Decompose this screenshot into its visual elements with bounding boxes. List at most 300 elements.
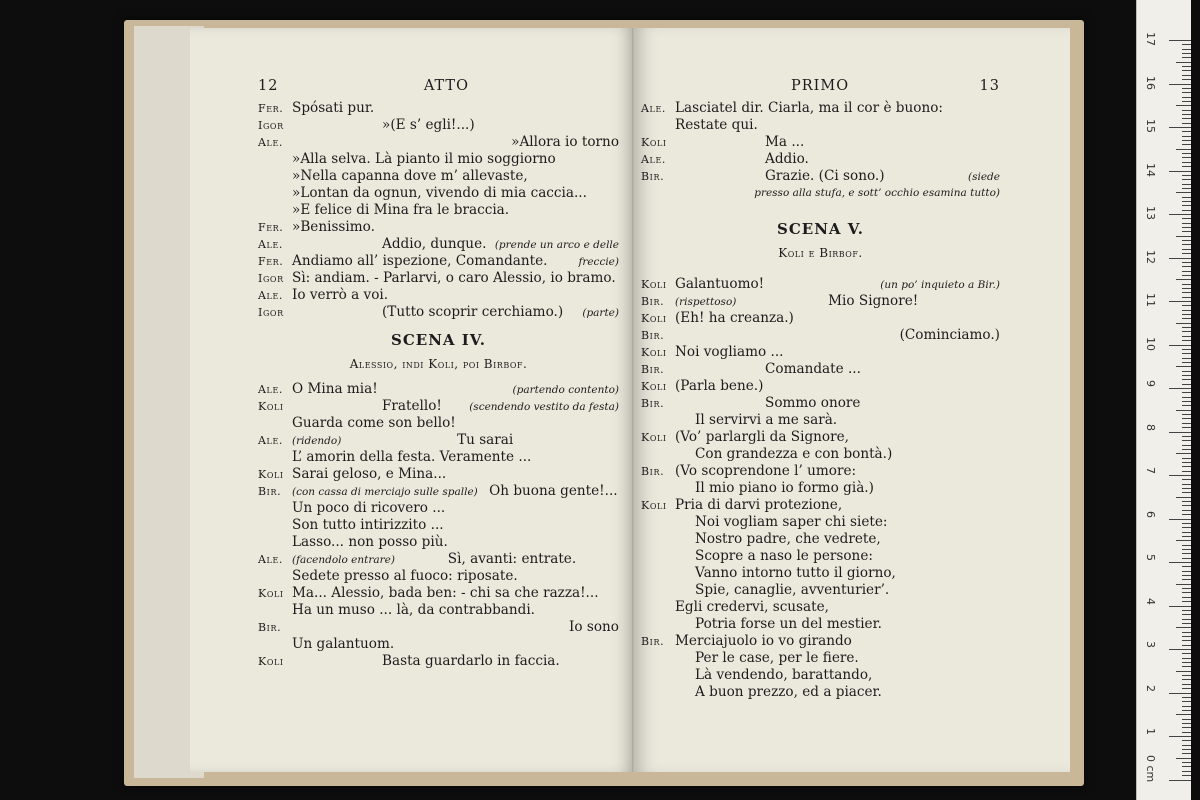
line-text: (Tutto scoprir cerchiamo.) (382, 304, 564, 320)
line-text: Noi vogliam saper chi siete: (695, 514, 888, 530)
speaker-label: Koli (258, 400, 284, 413)
ruler-tick (1169, 301, 1191, 302)
page-number: 13 (979, 78, 1000, 94)
speaker-label: Koli (258, 468, 284, 481)
speaker-label: Fer. (258, 102, 284, 115)
text-line (258, 304, 619, 321)
line-text: (Cominciamo.) (899, 327, 1000, 343)
speaker-label: Ale. (258, 383, 283, 396)
ruler-tick (1182, 297, 1191, 298)
line-text: Galantuomo! (675, 276, 765, 292)
ruler-tick (1182, 545, 1191, 546)
line-text: L’ amorin della festa. Veramente ... (292, 449, 532, 465)
ruler-tick (1169, 649, 1191, 650)
ruler-tick (1182, 688, 1191, 689)
ruler-number: 4 (1144, 597, 1157, 605)
ruler-tick (1182, 740, 1191, 741)
stage-direction: (facendolo entrare) (292, 554, 395, 566)
ruler-tick (1182, 188, 1191, 189)
text-line (258, 236, 619, 253)
ruler-number: 17 (1144, 32, 1157, 46)
line-text: Vanno intorno tutto il giorno, (695, 565, 896, 581)
speaker-label: Ale. (641, 153, 666, 166)
ruler-number: 5 (1144, 554, 1157, 561)
ruler-tick (1182, 418, 1191, 419)
ruler-tick (1182, 384, 1191, 385)
ruler-number: 16 (1144, 75, 1157, 90)
ruler-tick (1176, 410, 1191, 411)
speaker-label: Igor (258, 306, 284, 319)
ruler-tick (1169, 258, 1191, 259)
line-text: Egli credervi, scusate, (675, 599, 829, 615)
text-line (258, 100, 619, 117)
ruler-tick (1182, 601, 1191, 602)
text-line (258, 151, 619, 168)
stage-direction: (ridendo) (292, 435, 342, 447)
ruler-tick (1182, 436, 1191, 437)
text-line (258, 202, 619, 219)
text-line (258, 653, 619, 670)
text-line (258, 398, 619, 415)
text-line (641, 151, 1000, 168)
text-line (258, 270, 619, 287)
ruler-tick (1182, 479, 1191, 480)
text-line (641, 100, 1000, 117)
ruler-tick (1182, 331, 1191, 332)
text-line (258, 636, 619, 653)
ruler-tick (1182, 349, 1191, 350)
text-line (258, 500, 619, 517)
ruler-tick (1182, 706, 1191, 707)
ruler-tick (1182, 179, 1191, 180)
stage-direction: (rispettoso) (675, 296, 737, 308)
speaker-label: Fer. (258, 255, 284, 268)
ruler-tick (1182, 253, 1191, 254)
ruler-tick (1182, 445, 1191, 446)
ruler-tick (1182, 162, 1191, 163)
ruler-tick (1182, 231, 1191, 232)
ruler-tick (1169, 693, 1191, 694)
ruler-tick (1182, 288, 1191, 289)
text-line (641, 599, 1000, 616)
ruler-tick (1182, 749, 1191, 750)
ruler-tick (1182, 88, 1191, 89)
speaker-label: Ale. (641, 102, 666, 115)
line-text: Ma ... (765, 134, 805, 150)
ruler-tick (1176, 714, 1191, 715)
line-text: Son tutto intirizzito ... (292, 517, 444, 533)
text-line (641, 480, 1000, 497)
ruler-tick (1169, 40, 1191, 41)
line-text: »(E s’ egli!...) (382, 117, 475, 133)
ruler-tick (1182, 397, 1191, 398)
speaker-label: Bir. (641, 465, 665, 478)
text-line (641, 582, 1000, 599)
left-running-head (258, 78, 619, 98)
ruler-tick (1182, 614, 1191, 615)
ruler-tick (1182, 427, 1191, 428)
text-line (641, 446, 1000, 463)
ruler-tick (1182, 466, 1191, 467)
ruler-tick (1169, 606, 1191, 607)
line-text: Merciajuolo io vo girando (675, 633, 852, 649)
ruler-tick (1182, 218, 1191, 219)
ruler-tick (1182, 240, 1191, 241)
ruler-tick (1176, 323, 1191, 324)
ruler-tick (1182, 318, 1191, 319)
ruler-tick (1182, 471, 1191, 472)
line-text: »Nella capanna dove m’ allevaste, (292, 168, 528, 184)
text-line (641, 293, 1000, 310)
line-text: (Vo scoprendone l’ umore: (675, 463, 857, 479)
speaker-label: Koli (258, 655, 284, 668)
ruler-tick (1182, 353, 1191, 354)
ruler-tick (1182, 658, 1191, 659)
ruler-tick (1182, 210, 1191, 211)
line-text: Spie, canaglie, avventurier’. (695, 582, 890, 598)
line-text: Un poco di ricovero ... (292, 500, 446, 516)
ruler-tick (1182, 266, 1191, 267)
ruler-tick (1182, 527, 1191, 528)
ruler-number: 3 (1144, 641, 1157, 648)
ruler-tick (1182, 679, 1191, 680)
ruler-tick (1182, 510, 1191, 511)
line-text: Addio, dunque. (382, 236, 487, 252)
ruler-tick (1182, 514, 1191, 515)
ruler-number: 9 (1144, 380, 1157, 387)
line-text: »E felice di Mina fra le braccia. (292, 202, 510, 218)
ruler-number: 10 (1144, 336, 1157, 351)
ruler-tick (1176, 149, 1191, 150)
ruler-tick (1182, 723, 1191, 724)
ruler-number: 7 (1144, 467, 1157, 474)
ruler-tick (1182, 205, 1191, 206)
ruler-tick (1182, 166, 1191, 167)
ruler-tick (1182, 118, 1191, 119)
ruler-tick (1169, 519, 1191, 520)
ruler-tick (1182, 392, 1191, 393)
ruler-tick (1169, 214, 1191, 215)
ruler-tick (1182, 449, 1191, 450)
ruler-tick (1182, 697, 1191, 698)
line-text: »Benissimo. (292, 219, 375, 235)
text-line (258, 185, 619, 202)
ruler-tick (1182, 275, 1191, 276)
ruler-tick (1182, 579, 1191, 580)
ruler-tick (1182, 414, 1191, 415)
ruler-tick (1182, 653, 1191, 654)
right-running-head (641, 78, 1000, 98)
speaker-label: Ale. (258, 136, 283, 149)
speaker-label: Koli (641, 380, 667, 393)
text-line (641, 633, 1000, 650)
text-line (258, 602, 619, 619)
line-text: Io sono (569, 619, 619, 635)
text-line (641, 361, 1000, 378)
line-text: (Parla bene.) (675, 378, 764, 394)
ruler-tick (1182, 157, 1191, 158)
ruler-tick (1182, 501, 1191, 502)
ruler-tick (1182, 184, 1191, 185)
ruler-tick (1182, 101, 1191, 102)
line-text: »Lontan da ognun, vivendo di mia caccia... (292, 185, 587, 201)
ruler-tick (1182, 488, 1191, 489)
ruler-tick (1169, 780, 1191, 781)
speaker-label: Koli (641, 431, 667, 444)
line-text: Spósati pur. (292, 100, 375, 116)
ruler-tick (1182, 523, 1191, 524)
ruler-tick (1182, 305, 1191, 306)
ruler-tick (1182, 53, 1191, 54)
ruler-tick (1176, 671, 1191, 672)
ruler-tick (1176, 279, 1191, 280)
text-line (641, 276, 1000, 293)
ruler-tick (1182, 201, 1191, 202)
scene-title: SCENA V. (776, 220, 864, 238)
ruler-tick (1182, 405, 1191, 406)
ruler-tick (1182, 136, 1191, 137)
text-line (641, 565, 1000, 582)
line-text: Sarai geloso, e Mina... (292, 466, 447, 482)
ruler-tick (1182, 640, 1191, 641)
text-line (258, 117, 619, 134)
stage-direction: freccie) (578, 256, 619, 268)
ruler-tick (1182, 340, 1191, 341)
text-line (258, 168, 619, 185)
left-page (190, 28, 635, 772)
text-line (641, 185, 1000, 202)
ruler-tick (1182, 575, 1191, 576)
text-line (258, 432, 619, 449)
ruler-tick (1182, 114, 1191, 115)
ruler-tick (1169, 127, 1191, 128)
line-text: Basta guardarlo in faccia. (382, 653, 560, 669)
ruler-tick (1176, 62, 1191, 63)
line-text: Sì, avanti: entrate. (447, 551, 577, 567)
ruler-tick (1182, 358, 1191, 359)
text-line (641, 531, 1000, 548)
ruler-tick (1169, 84, 1191, 85)
ruler-tick (1169, 562, 1191, 563)
ruler-tick (1182, 619, 1191, 620)
ruler-tick (1182, 610, 1191, 611)
stage-direction: (parte) (582, 307, 619, 319)
speaker-label: Bir. (641, 397, 665, 410)
line-text: A buon prezzo, ed a piacer. (695, 684, 882, 700)
ruler-tick (1182, 144, 1191, 145)
line-text: Il mio piano io formo già.) (695, 480, 874, 496)
left-lines-bottom (258, 381, 619, 670)
line-text: Potria forse un del mestier. (695, 616, 882, 632)
ruler-tick (1176, 627, 1191, 628)
text-line (641, 117, 1000, 134)
speaker-label: Igor (258, 272, 284, 285)
ruler-tick (1182, 662, 1191, 663)
text-line (258, 466, 619, 483)
line-text: Il servirvi a me sarà. (695, 412, 838, 428)
ruler-tick (1182, 110, 1191, 111)
text-line (641, 134, 1000, 151)
ruler-tick (1182, 710, 1191, 711)
ruler-tick (1182, 175, 1191, 176)
ruler-number: 6 (1144, 510, 1157, 518)
ruler-tick (1182, 310, 1191, 311)
speaker-label: Bir. (258, 485, 282, 498)
speaker-label: Fer. (258, 221, 284, 234)
ruler-number: 8 (1144, 423, 1157, 431)
speaker-label: Bir. (641, 363, 665, 376)
ruler-tick (1182, 732, 1191, 733)
ruler-tick (1182, 197, 1191, 198)
speaker-label: Koli (641, 499, 667, 512)
text-line (258, 619, 619, 636)
speaker-label: Koli (258, 587, 284, 600)
line-text: Nostro padre, che vedrete, (695, 531, 881, 547)
line-text: Scopre a naso le persone: (695, 548, 873, 564)
ruler-tick (1182, 49, 1191, 50)
ruler-tick (1182, 314, 1191, 315)
page-number: 12 (258, 78, 279, 94)
speaker-label: Ale. (258, 238, 283, 251)
ruler-tick (1182, 775, 1191, 776)
speaker-label: Ale. (258, 553, 283, 566)
measuring-ruler (1136, 0, 1191, 800)
line-text: »Alla selva. Là pianto il mio soggiorno (292, 151, 556, 167)
ruler-tick (1169, 388, 1191, 389)
ruler-tick (1182, 592, 1191, 593)
line-text: »Allora io torno (511, 134, 619, 150)
line-text: (Vo’ parlargli da Signore, (675, 429, 849, 445)
ruler-tick (1182, 423, 1191, 424)
running-head-title: ATTO (423, 78, 469, 94)
line-text: Un galantuom. (292, 636, 395, 652)
ruler-number: 11 (1144, 293, 1157, 307)
right-lines-top (641, 100, 1000, 202)
ruler-tick (1182, 57, 1191, 58)
line-text: Io verrò a voi. (292, 287, 389, 303)
stage-direction: (scendendo vestito da festa) (469, 401, 619, 413)
text-line (258, 449, 619, 466)
line-text: Tu sarai (457, 432, 514, 448)
text-line (641, 395, 1000, 412)
text-line (258, 415, 619, 432)
ruler-tick (1182, 327, 1191, 328)
ruler-tick (1169, 736, 1191, 737)
ruler-tick (1182, 553, 1191, 554)
text-line (641, 327, 1000, 344)
scene-title: SCENA IV. (390, 331, 487, 349)
ruler-tick (1182, 79, 1191, 80)
text-line (641, 667, 1000, 684)
line-text: Là vendendo, barattando, (695, 667, 873, 683)
text-line (641, 616, 1000, 633)
ruler-number: 1 (1144, 728, 1157, 735)
text-line (641, 168, 1000, 185)
ruler-tick (1182, 701, 1191, 702)
text-line (258, 287, 619, 304)
ruler-tick (1182, 566, 1191, 567)
ruler-tick (1182, 379, 1191, 380)
speaker-label: Ale. (258, 434, 283, 447)
ruler-tick (1176, 758, 1191, 759)
ruler-tick (1182, 675, 1191, 676)
speaker-label: Bir. (641, 635, 665, 648)
ruler-tick (1182, 558, 1191, 559)
line-text: Oh buona gente!... (489, 483, 618, 499)
ruler-tick (1182, 223, 1191, 224)
running-head-title: PRIMO (791, 78, 850, 94)
ruler-tick (1182, 762, 1191, 763)
text-line (641, 497, 1000, 514)
ruler-tick (1182, 70, 1191, 71)
text-line (258, 534, 619, 551)
ruler-tick (1182, 727, 1191, 728)
text-line (258, 568, 619, 585)
stage-direction: (prende un arco e delle (494, 239, 619, 251)
line-text: O Mina mia! (292, 381, 378, 397)
text-line (641, 650, 1000, 667)
ruler-tick (1182, 492, 1191, 493)
text-line (641, 514, 1000, 531)
ruler-unit-label: 0 cm (1144, 755, 1157, 783)
text-line (258, 381, 619, 398)
line-text: Ha un muso ... là, da contrabbandi. (292, 602, 535, 618)
ruler-tick (1182, 131, 1191, 132)
speaker-label: Bir. (258, 621, 282, 634)
ruler-tick (1182, 123, 1191, 124)
line-text: Pria di darvi protezione, (675, 497, 843, 513)
stage-direction: (partendo contento) (512, 384, 619, 396)
speaker-label: Bir. (641, 170, 665, 183)
ruler-number: 12 (1144, 249, 1157, 264)
ruler-tick (1182, 588, 1191, 589)
ruler-tick (1182, 375, 1191, 376)
ruler-number: 2 (1144, 684, 1157, 692)
stage-direction: presso alla stufa, e sott’ occhio esamina tutto) (754, 187, 1000, 199)
line-text: Ma... Alessio, bada ben: - chi sa che razza!... (292, 585, 599, 601)
ruler-tick (1176, 584, 1191, 585)
speaker-label: Ale. (258, 289, 283, 302)
ruler-tick (1182, 249, 1191, 250)
text-line (258, 483, 619, 500)
ruler-tick (1176, 366, 1191, 367)
ruler-tick (1182, 571, 1191, 572)
ruler-tick (1176, 105, 1191, 106)
line-text: Per le case, per le fiere. (695, 650, 859, 666)
ruler-tick (1176, 497, 1191, 498)
text-line (641, 684, 1000, 701)
ruler-tick (1182, 371, 1191, 372)
ruler-tick (1176, 540, 1191, 541)
ruler-tick (1176, 453, 1191, 454)
ruler-tick (1182, 292, 1191, 293)
speaker-label: Koli (641, 136, 667, 149)
ruler-tick (1182, 75, 1191, 76)
speaker-label: Igor (258, 119, 284, 132)
line-text: Comandate ... (765, 361, 861, 377)
ruler-tick (1182, 44, 1191, 45)
line-text: Lasciatel dir. Ciarla, ma il cor è buono: (675, 100, 943, 116)
ruler-tick (1182, 227, 1191, 228)
text-line (641, 344, 1000, 361)
text-line (641, 310, 1000, 327)
line-text: Lasso... non posso più. (292, 534, 448, 550)
text-line (258, 253, 619, 270)
line-text: Guarda come son bello! (292, 415, 456, 431)
text-line (641, 429, 1000, 446)
ruler-tick (1176, 236, 1191, 237)
text-line (258, 219, 619, 236)
